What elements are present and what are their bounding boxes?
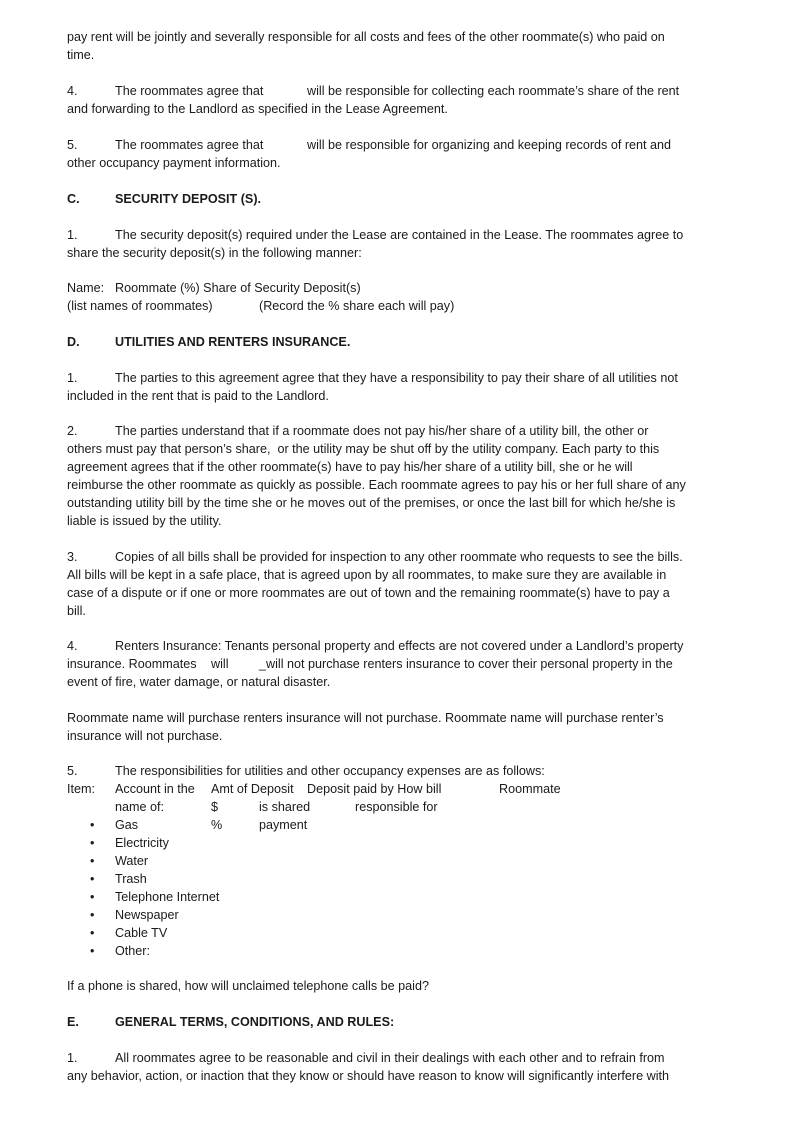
paragraph-line: share the security deposit(s) in the following manner: — [67, 246, 362, 260]
paragraph-line: All roommates agree to be reasonable and civil in their dealings with each other and to refrain from — [115, 1051, 665, 1065]
bullet-glyph: • — [90, 818, 95, 832]
list-item: Water — [115, 854, 149, 868]
section-letter: C. — [67, 192, 80, 206]
name-label: Name: — [67, 281, 105, 295]
bullet-glyph: • — [90, 872, 95, 886]
section-heading: UTILITIES AND RENTERS INSURANCE. — [115, 335, 351, 349]
paragraph-line: bill. — [67, 604, 86, 618]
paragraph-line: included in the rent that is paid to the Landlord. — [67, 389, 329, 403]
paragraph-line: The roommates agree that — [115, 138, 264, 152]
bullet-glyph: • — [90, 854, 95, 868]
list-item: Electricity — [115, 836, 169, 850]
section-letter: D. — [67, 335, 80, 349]
amount-header: Amt of Deposit — [211, 782, 294, 796]
item-number: 3. — [67, 550, 78, 564]
item-label: Item: — [67, 782, 95, 796]
name-column-header: Roommate (%) Share of Security Deposit(s) — [115, 281, 361, 295]
paragraph-line: Renters Insurance: Tenants personal property and effects are not covered under a Landlord’s property — [115, 639, 684, 653]
item-number: 1. — [67, 1051, 78, 1065]
paragraph-line: Copies of all bills shall be provided for inspection to any other roommate who requests to see the bills. — [115, 550, 683, 564]
list-item: Gas — [115, 818, 139, 832]
paragraph-line: others must pay that person’s share, or the utility may be shut off by the utility company. Each party to this — [67, 442, 660, 456]
paragraph-line: and forwarding to the Landlord as specified in the Lease Agreement. — [67, 102, 448, 116]
roommate-header: responsible for — [355, 800, 438, 814]
paragraph-line: The roommates agree that — [115, 84, 264, 98]
paragraph-line: The security deposit(s) required under the Lease are contained in the Lease. The roommates agree to — [115, 228, 684, 242]
paragraph-line: All bills will be kept in a safe place, that is agreed upon by all roommates, to make sure they are available in — [67, 568, 667, 582]
item-number: 1. — [67, 371, 78, 385]
item-number: 5. — [67, 764, 78, 778]
account-header: name of: — [115, 800, 165, 814]
paragraph-line: insurance. Roommates — [67, 657, 197, 671]
item-number: 4. — [67, 84, 78, 98]
item-number: 2. — [67, 424, 78, 438]
paragraph-line: The parties understand that if a roommate does not pay his/her share of a utility bill, the other or — [115, 424, 649, 438]
paragraph-line: other occupancy payment information. — [67, 156, 281, 170]
list-item: Other: — [115, 944, 150, 958]
name-subnote: (list names of roommates) — [67, 299, 213, 313]
section-heading: SECURITY DEPOSIT (S). — [115, 192, 262, 206]
list-item: Telephone Internet — [115, 890, 220, 904]
paragraph-line: _will not purchase renters insurance to cover their personal property in the — [259, 657, 673, 671]
account-header: Account in the — [115, 782, 195, 796]
section-heading: GENERAL TERMS, CONDITIONS, AND RULES: — [115, 1015, 395, 1029]
item-number: 4. — [67, 639, 78, 653]
bullet-glyph: • — [90, 890, 95, 904]
paragraph-line: will be responsible for organizing and keeping records of rent and — [307, 138, 672, 152]
paragraph-line: insurance will not purchase. — [67, 729, 223, 743]
amount-header: $ — [211, 800, 219, 814]
amount-header: % — [211, 818, 223, 832]
share-subnote: (Record the % share each will pay) — [259, 299, 455, 313]
bullet-glyph: • — [90, 944, 95, 958]
item-number: 1. — [67, 228, 78, 242]
paragraph-line: The responsibilities for utilities and other occupancy expenses are as follows: — [115, 764, 545, 778]
paragraph-line: If a phone is shared, how will unclaimed telephone calls be paid? — [67, 979, 429, 993]
section-letter: E. — [67, 1015, 79, 1029]
paragraph-line: agreement agrees that if the other roommate(s) have to pay his/her share of a utility bill, she or he will — [67, 460, 633, 474]
paragraph-line: time. — [67, 48, 95, 62]
bullet-glyph: • — [90, 926, 95, 940]
paragraph-line: will be responsible for collecting each roommate’s share of the rent — [307, 84, 680, 98]
list-item: Trash — [115, 872, 147, 886]
paragraph-line: pay rent will be jointly and severally responsible for all costs and fees of the other roommate(s) who paid on — [67, 30, 665, 44]
paragraph-line: case of a dispute or if one or more roommates are out of town and the remaining roommate(s) have to pay a — [67, 586, 670, 600]
paragraph-line: The parties to this agreement agree that they have a responsibility to pay their share of all utilities not — [115, 371, 678, 385]
list-item: Newspaper — [115, 908, 179, 922]
deposit-header: Deposit paid by How bill — [307, 782, 442, 796]
paragraph-line: event of fire, water damage, or natural disaster. — [67, 675, 331, 689]
deposit-header: payment — [259, 818, 308, 832]
paragraph-line: liable is issued by the utility. — [67, 514, 222, 528]
roommate-header: Roommate — [499, 782, 561, 796]
paragraph-line: will — [211, 657, 229, 671]
bullet-glyph: • — [90, 908, 95, 922]
paragraph-line: outstanding utility bill by the time she or he moves out of the premises, or once the last bill for which he/she is — [67, 496, 676, 510]
paragraph-line: reimburse the other roommate as quickly as possible. Each roommate agrees to pay his or her full share of any — [67, 478, 686, 492]
paragraph-line: Roommate name will purchase renters insurance will not purchase. Roommate name will purchase renter’s — [67, 711, 664, 725]
deposit-header: is shared — [259, 800, 311, 814]
item-number: 5. — [67, 138, 78, 152]
paragraph-line: any behavior, action, or inaction that they know or should have reason to know will significantly interfere with — [67, 1069, 670, 1083]
bullet-glyph: • — [90, 836, 95, 850]
list-item: Cable TV — [115, 926, 168, 940]
